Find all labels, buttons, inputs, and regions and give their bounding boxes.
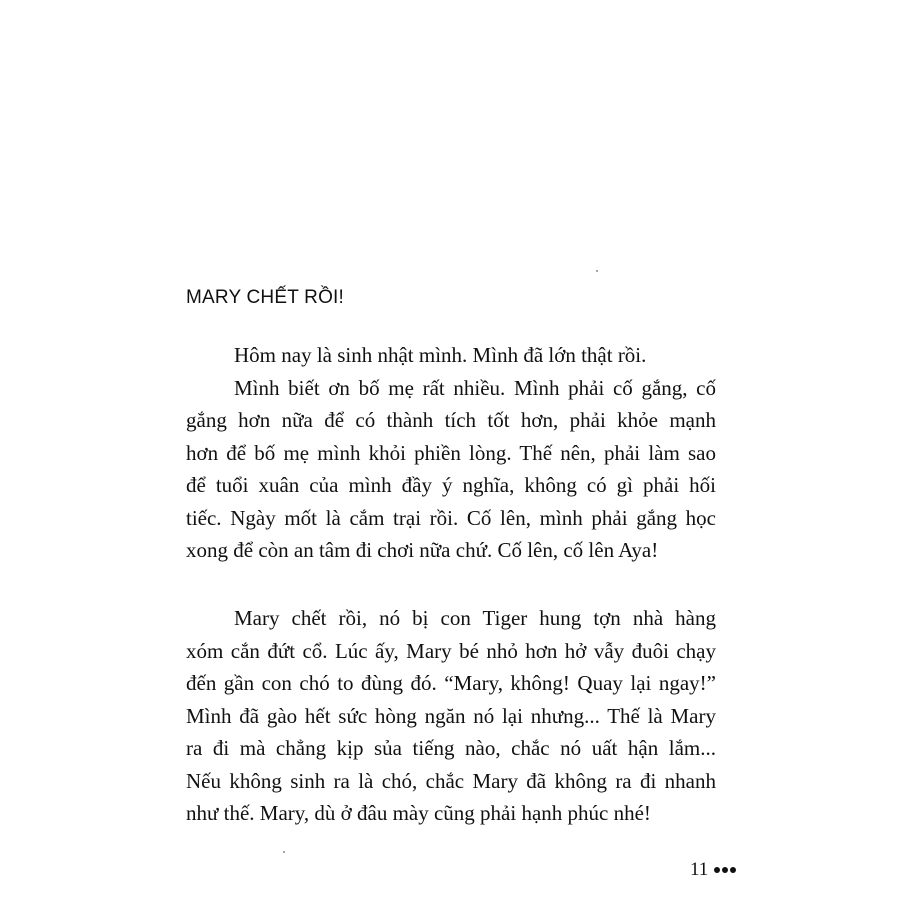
ornament-dot xyxy=(730,867,736,873)
text-line: Hôm nay là sinh nhật mình. Mình đã lớn thật rồi. xyxy=(234,343,647,367)
text-line: Mary chết rồi, nó bị con Tiger hung tợn nhà hàng xyxy=(234,606,716,630)
text-line: gắng hơn nữa để có thành tích tốt hơn, phải khỏe mạnh xyxy=(186,408,716,432)
text-line: để tuổi xuân của mình đầy ý nghĩa, không có gì phải hối xyxy=(186,473,716,497)
ornament-dot xyxy=(714,867,720,873)
text-line: Nếu không sinh ra là chó, chắc Mary đã không ra đi nhanh xyxy=(186,768,716,793)
ornament-dot xyxy=(722,867,728,873)
paragraph-mary xyxy=(186,602,716,830)
scan-speck xyxy=(596,270,598,272)
text-line: hơn để bố mẹ mình khỏi phiền lòng. Thế nên, phải làm sao xyxy=(186,440,716,465)
text-line: Mình đã gào hết sức hòng ngăn nó lại nhưng... Thế là Mary xyxy=(186,703,716,728)
text-line: ra đi mà chẳng kịp sủa tiếng nào, chắc nó uất hận lắm... xyxy=(186,736,716,760)
scan-speck xyxy=(283,851,285,853)
page-ornament xyxy=(714,867,736,873)
text-line: tiếc. Ngày mốt là cắm trại rồi. Cố lên, mình phải gắng học xyxy=(186,505,716,530)
paragraph-birthday xyxy=(186,339,716,567)
text-line: đến gần con chó to đùng đó. “Mary, không! Quay lại ngay!” xyxy=(186,671,716,695)
text-line: Mình biết ơn bố mẹ rất nhiều. Mình phải cố gắng, cố xyxy=(234,375,716,400)
page-number: 11 xyxy=(690,859,709,880)
text-line: xong để còn an tâm đi chơi nữa chứ. Cố lên, cố lên Aya! xyxy=(186,538,659,562)
text-line: như thế. Mary, dù ở đâu mày cũng phải hạnh phúc nhé! xyxy=(186,801,651,825)
chapter-title: MARY CHẾT RỒI! xyxy=(186,287,345,308)
text-line: xóm cắn đứt cổ. Lúc ấy, Mary bé nhỏ hơn hở vẫy đuôi chạy xyxy=(186,638,716,663)
page-footer xyxy=(690,859,736,881)
